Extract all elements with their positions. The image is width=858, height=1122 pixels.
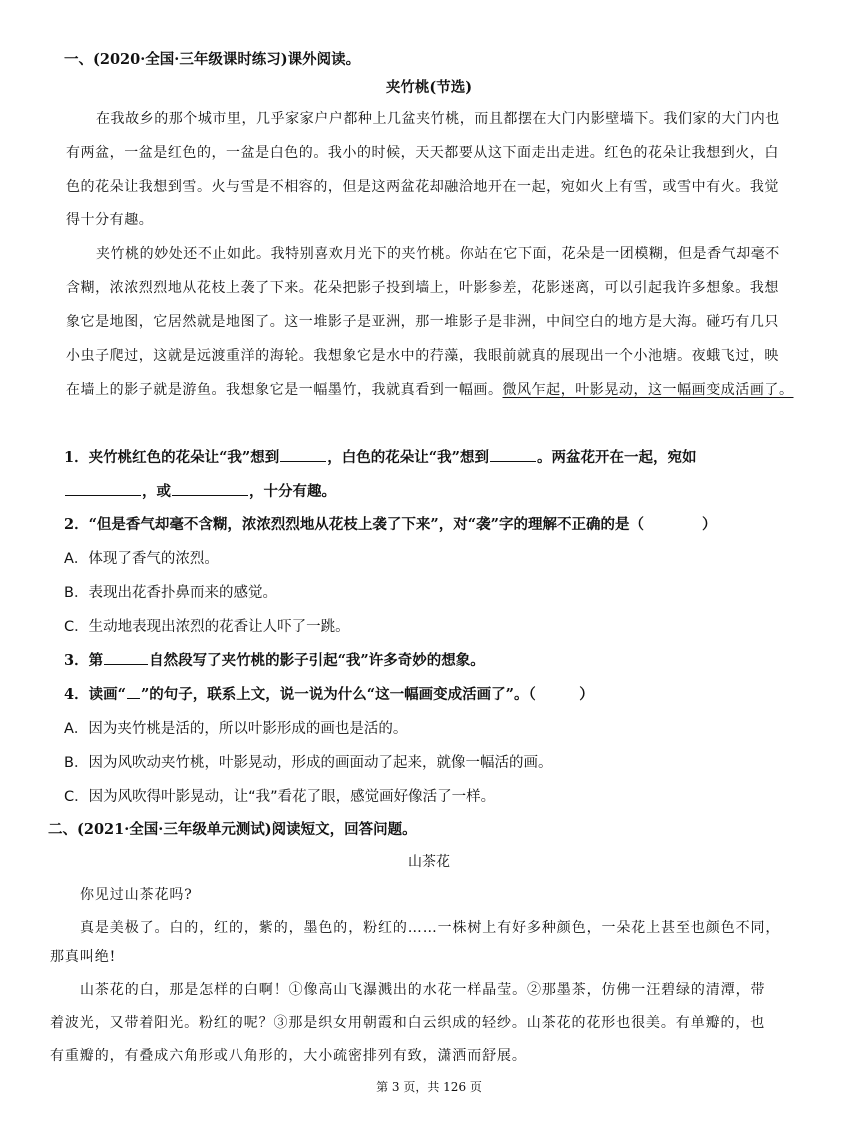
passage2-line: 有重瓣的，有叠成六角形或八角形的，大小疏密排列有致，潇洒而舒展。 — [50, 1048, 527, 1064]
passage1-line: 象它是地图，它居然就是地图了。这一堆影子是亚洲，那一堆影子是非洲，中间空白的地方是大海。碰巧有几只 — [66, 314, 779, 330]
question-4 — [64, 683, 594, 704]
passage1-line: 在我故乡的那个城市里，几乎家家户户都种上几盆夹竹桃，而且都摆在大门内影壁墙下。我们家的大门内也 — [96, 111, 780, 127]
question-3 — [64, 649, 485, 670]
passage1-line: 含糊，浓浓烈烈地从花枝上袭了下来。花朵把影子投到墙上，叶影参差，花影迷离，可以引起我许多想象。我想 — [66, 280, 779, 296]
line-text: 在墙上的影子就是游鱼。我想象它是一幅墨竹，我就真看到一幅画。 — [66, 382, 503, 398]
q4-text: 4．读画“ — [64, 686, 126, 703]
q2-option-c[interactable]: C．生动地表现出浓烈的花香让人吓了一跳。 — [64, 619, 350, 635]
passage2-line: 山茶花的白，那是怎样的白啊！①像高山飞瀑溅出的水花一样晶莹。②那墨茶，仿佛一汪碧绿的清潭，带 — [80, 982, 766, 998]
passage1-line: 有两盆，一盆是红色的，一盆是白色的。我小的时候，天天都要从这下面走出走进。红色的花朵让我想到火，白 — [66, 145, 779, 161]
question-1 — [64, 446, 696, 467]
passage2-line: 那真叫绝! — [50, 949, 117, 965]
page-footer: 第 3 页，共 126 页 — [376, 1080, 482, 1094]
q1-text: ，白色的花朵让“我”想到 — [327, 449, 489, 466]
passage2-line: 着波光，又带着阳光。粉红的呢？③那是织女用朝霞和白云织成的轻纱。山茶花的花形也很美。有单瓣的，也 — [50, 1015, 766, 1031]
passage2-title: 山茶花 — [408, 854, 450, 870]
q4-text: ”的句子，联系上文，说一说为什么“这一幅画变成活画了”。（ ） — [140, 686, 594, 703]
q1-text: ，十分有趣。 — [249, 483, 336, 500]
q3-text: 自然段写了夹竹桃的影子引起“我”许多奇妙的想象。 — [149, 652, 485, 669]
passage1-line: 色的花朵让我想到雪。火与雪是不相容的，但是这两盆花却融洽地开在一起，宛如火上有雪，或雪中有火。我觉 — [66, 179, 779, 195]
underlined-sentence: 微风乍起，叶影晃动，这一幅画变成活画了。 — [502, 382, 794, 398]
question-1-cont — [64, 480, 336, 501]
q2-option-a[interactable]: A．体现了香气的浓烈。 — [64, 551, 219, 567]
passage1-line — [66, 379, 794, 399]
passage1-line: 小虫子爬过，这就是远渡重洋的海轮。我想象它是水中的荇藻，我眼前就真的展现出一个小池塘。夜蛾飞过，映 — [66, 348, 779, 364]
section1-heading: 一、(2020·全国·三年级课时练习)课外阅读。 — [64, 51, 361, 68]
q2-option-b[interactable]: B．表现出花香扑鼻而来的感觉。 — [64, 585, 277, 601]
q4-option-a[interactable]: A．因为夹竹桃是活的，所以叶影形成的画也是活的。 — [64, 721, 408, 737]
answer-blank[interactable] — [172, 481, 248, 496]
passage1-line: 夹竹桃的妙处还不止如此。我特别喜欢月光下的夹竹桃。你站在它下面，花朵是一团模糊，但是香气却毫不 — [96, 246, 780, 262]
passage1-title: 夹竹桃(节选) — [385, 79, 473, 96]
q1-text: ，或 — [142, 483, 171, 500]
section2-heading: 二、(2021·全国·三年级单元测试)阅读短文，回答问题。 — [48, 821, 417, 838]
answer-blank[interactable] — [65, 481, 141, 496]
passage1-line: 得十分有趣。 — [66, 212, 154, 228]
q1-text: 1．夹竹桃红色的花朵让“我”想到 — [64, 449, 280, 466]
q1-text: 。两盆花开在一起，宛如 — [536, 449, 697, 466]
q4-option-b[interactable]: B．因为风吹动夹竹桃，叶影晃动，形成的画面动了起来，就像一幅活的画。 — [64, 755, 553, 771]
answer-blank[interactable] — [490, 447, 536, 462]
q3-text: 3．第 — [64, 652, 104, 669]
underline-mark — [127, 684, 140, 699]
passage2-line: 真是美极了。白的，红的，紫的，墨色的，粉红的……一株树上有好多种颜色，一朵花上甚至也颜色不同， — [80, 920, 781, 936]
question-2: 2．“但是香气却毫不含糊，浓浓烈烈地从花枝上袭了下来”，对“袭”字的理解不正确的是（ ） — [64, 516, 717, 533]
passage2-line: 你见过山茶花吗? — [80, 887, 193, 903]
q4-option-c[interactable]: C．因为风吹得叶影晃动，让“我”看花了眼，感觉画好像活了一样。 — [64, 789, 496, 805]
answer-blank[interactable] — [104, 650, 148, 665]
answer-blank[interactable] — [280, 447, 326, 462]
